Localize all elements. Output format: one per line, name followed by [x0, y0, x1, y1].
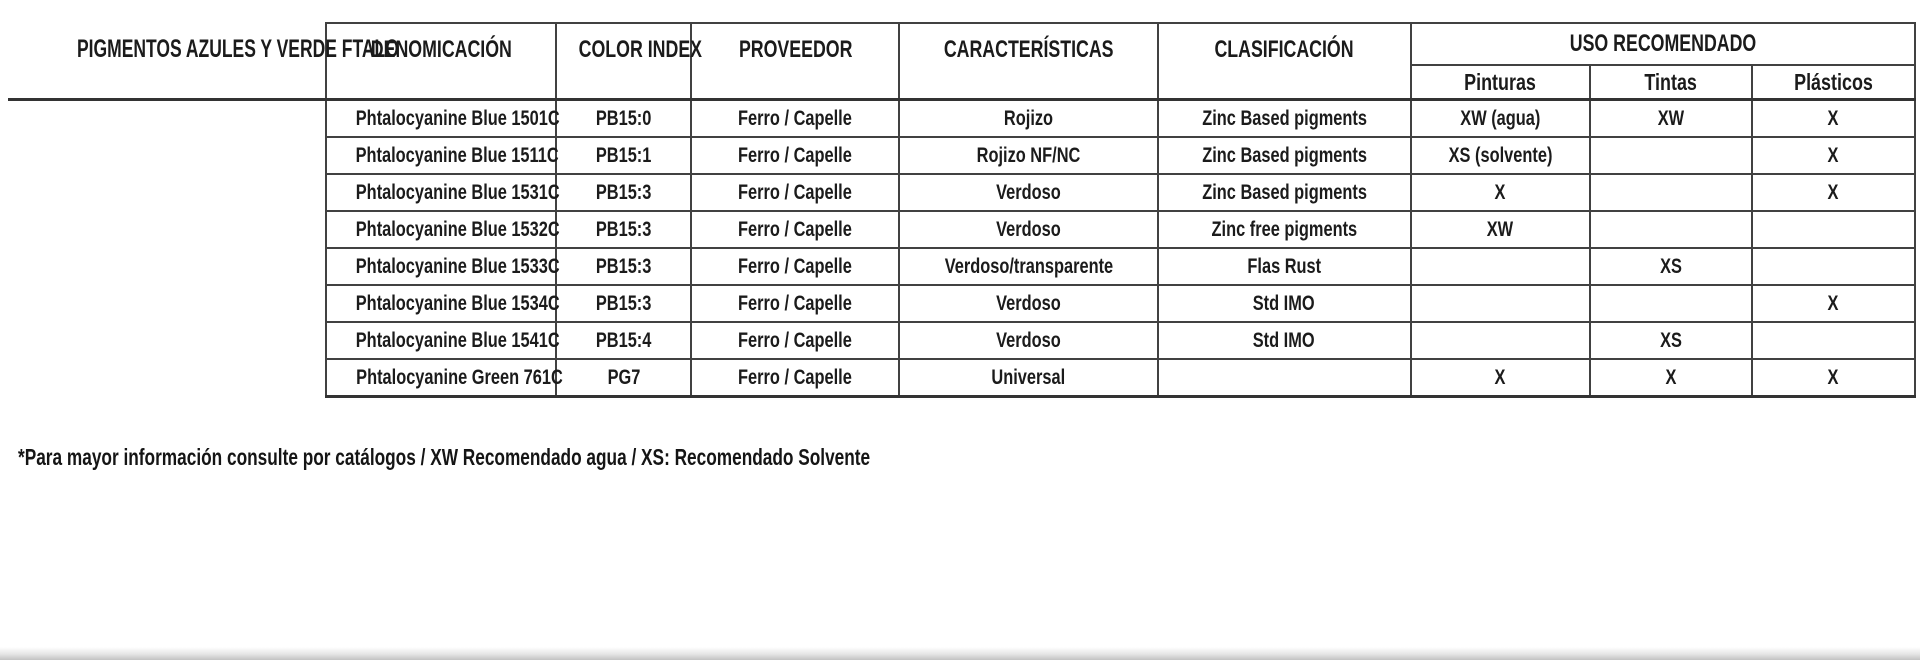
cell-plasticos [1752, 248, 1915, 285]
col-header-pinturas: Pinturas [1411, 65, 1590, 100]
cell-pinturas [1411, 285, 1590, 322]
footnote-text: *Para mayor información consulte por catálogos / XW Recomendado agua / XS: Recomendado Solvente [18, 444, 871, 470]
cell-proveedor: Ferro / Capelle [691, 137, 899, 174]
cell-pinturas [1411, 322, 1590, 359]
cell-plasticos: X [1752, 137, 1915, 174]
cell-pinturas: XW (agua) [1411, 100, 1590, 138]
cell-clasificacion: Zinc Based pigments [1158, 100, 1411, 138]
cell-proveedor: Ferro / Capelle [691, 359, 899, 397]
cell-plasticos: X [1752, 174, 1915, 211]
cell-proveedor: Ferro / Capelle [691, 285, 899, 322]
cell-caracteristicas: Verdoso [899, 211, 1157, 248]
col-header-caracteristicas: CARACTERÍSTICAS [899, 23, 1157, 100]
cell-plasticos: X [1752, 359, 1915, 397]
cell-denominacion: Phtalocyanine Blue 1511C [326, 137, 556, 174]
cell-denominacion: Phtalocyanine Blue 1534C [326, 285, 556, 322]
cell-clasificacion: Zinc Based pigments [1158, 137, 1411, 174]
cell-caracteristicas: Verdoso [899, 174, 1157, 211]
cell-proveedor: Ferro / Capelle [691, 100, 899, 138]
cell-tintas [1590, 137, 1752, 174]
cell-clasificacion: Std IMO [1158, 285, 1411, 322]
cell-clasificacion: Zinc Based pigments [1158, 174, 1411, 211]
col-header-proveedor: PROVEEDOR [691, 23, 899, 100]
cell-tintas: XW [1590, 100, 1752, 138]
cell-color-index: PB15:4 [556, 322, 691, 359]
cell-proveedor: Ferro / Capelle [691, 248, 899, 285]
cell-color-index: PG7 [556, 359, 691, 397]
cell-plasticos: X [1752, 100, 1915, 138]
cell-tintas: XS [1590, 248, 1752, 285]
cell-proveedor: Ferro / Capelle [691, 211, 899, 248]
cell-tintas [1590, 211, 1752, 248]
cell-caracteristicas: Verdoso [899, 322, 1157, 359]
cell-clasificacion: Flas Rust [1158, 248, 1411, 285]
col-header-tintas: Tintas [1590, 65, 1752, 100]
cell-denominacion: Phtalocyanine Blue 1501C [326, 100, 556, 138]
group-spacer-cell [8, 100, 326, 397]
cell-color-index: PB15:3 [556, 285, 691, 322]
table-body [8, 100, 1915, 397]
col-header-denominacion: DENOMICACIÓN [326, 23, 556, 100]
cell-plasticos [1752, 211, 1915, 248]
cell-caracteristicas: Verdoso/transparente [899, 248, 1157, 285]
cell-proveedor: Ferro / Capelle [691, 174, 899, 211]
cell-pinturas: X [1411, 359, 1590, 397]
cell-clasificacion: Std IMO [1158, 322, 1411, 359]
cell-denominacion: Phtalocyanine Green 761C [326, 359, 556, 397]
cell-caracteristicas: Rojizo NF/NC [899, 137, 1157, 174]
cell-pinturas [1411, 248, 1590, 285]
cell-color-index: PB15:0 [556, 100, 691, 138]
cell-tintas: XS [1590, 322, 1752, 359]
cell-pinturas: XS (solvente) [1411, 137, 1590, 174]
cell-pinturas: X [1411, 174, 1590, 211]
footnote [18, 444, 1154, 471]
cell-tintas: X [1590, 359, 1752, 397]
cell-tintas [1590, 174, 1752, 211]
cell-clasificacion: Zinc free pigments [1158, 211, 1411, 248]
cell-color-index: PB15:3 [556, 174, 691, 211]
cell-denominacion: Phtalocyanine Blue 1532C [326, 211, 556, 248]
cell-proveedor: Ferro / Capelle [691, 322, 899, 359]
cell-plasticos: X [1752, 285, 1915, 322]
table-row [8, 100, 1915, 138]
cell-caracteristicas: Universal [899, 359, 1157, 397]
cell-plasticos [1752, 322, 1915, 359]
cell-caracteristicas: Verdoso [899, 285, 1157, 322]
col-header-color-index: COLOR INDEX [556, 23, 691, 100]
cell-color-index: PB15:3 [556, 248, 691, 285]
cell-color-index: PB15:1 [556, 137, 691, 174]
table-header [8, 23, 1915, 100]
cell-color-index: PB15:3 [556, 211, 691, 248]
cell-caracteristicas: Rojizo [899, 100, 1157, 138]
cell-denominacion: Phtalocyanine Blue 1533C [326, 248, 556, 285]
table-group-title [8, 23, 399, 100]
col-header-uso-recomendado: USO RECOMENDADO [1411, 23, 1915, 65]
cell-tintas [1590, 285, 1752, 322]
table-group-title-label: PIGMENTOS AZULES Y VERDE FTALO [76, 35, 399, 63]
page-bottom-scan-shadow [0, 647, 1920, 660]
col-header-clasificacion: CLASIFICACIÓN [1158, 23, 1411, 100]
cell-clasificacion [1158, 359, 1411, 397]
pigments-table [8, 22, 1916, 398]
cell-pinturas: XW [1411, 211, 1590, 248]
cell-denominacion: Phtalocyanine Blue 1531C [326, 174, 556, 211]
col-header-plasticos: Plásticos [1752, 65, 1915, 100]
cell-denominacion: Phtalocyanine Blue 1541C [326, 322, 556, 359]
